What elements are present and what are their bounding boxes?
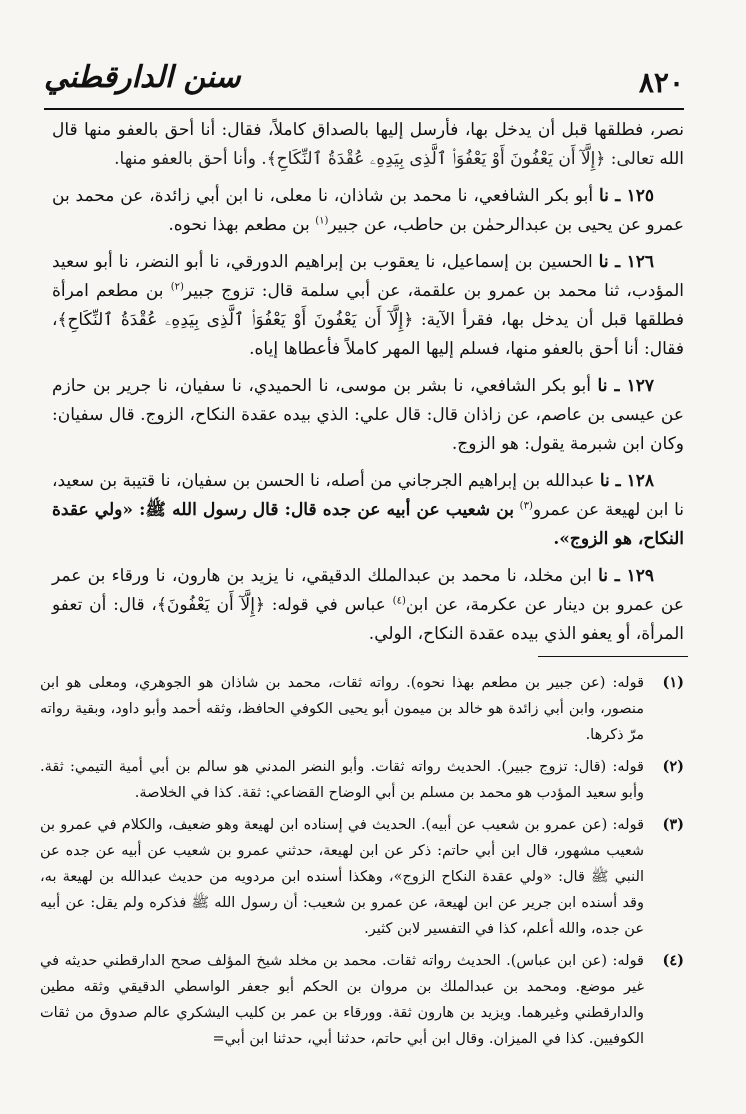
footnote-number: (٤) (662, 952, 684, 969)
footnote-1 (40, 670, 684, 748)
hadith-number: ١٢٩ ـ نا (598, 566, 655, 586)
hadith-125 (52, 182, 684, 240)
header-rule (44, 108, 684, 110)
hadith-text: أبو بكر الشافعي، نا محمد بن شاذان، نا معلى، نا ابن أبي زائدة، عن محمد بن عمرو عن يحيى بن عبدالرحمٰن بن حاطب، عن جبير (52, 186, 684, 235)
footnote-ref[interactable]: (٣) (519, 500, 533, 512)
hadith-text: عبدالله بن إبراهيم الجرجاني من أصله، نا الحسن بن سفيان، نا قتيبة بن سعيد، نا ابن لهيعة عن عمرو (52, 471, 685, 520)
footnote-text: قوله: (عن جبير بن مطعم بهذا نحوه). رواته ثقات، محمد بن شاذان هو الجوهري، ومعلى هو ابن منصور، وابن أبي زائدة هو خالد بن ميمون أبو يحيى الكوفي الحافظ، وثقه أحمد وأبو داود، وبقية رواته مرّ ذكرها. (40, 675, 644, 743)
footnote-text: قوله: (قال: تزوج جبير). الحديث رواته ثقات. وأبو النضر المدني هو سالم بن أبي أمية التيمي: ثقة. وأبو سعيد المؤدب هو محمد بن مسلم بن أبي الوضاح القضاعي: ثقة. كذا في الخلاصة. (40, 759, 644, 801)
footnotes (40, 664, 684, 1052)
intro-line-2: تعالى: ﴿إِلَّآ أَن يَعْفُونَ أَوْ يَعْفُوَا۟ ٱلَّذِى بِيَدِهِۦ عُقْدَةُ ٱلنِّكَاحِ﴾. وأنا أحق بالعفو منها. (114, 149, 654, 169)
footnote-2 (40, 754, 684, 806)
hadith-127 (52, 372, 684, 459)
footnote-ref[interactable]: (٤) (392, 595, 406, 607)
hadith-number: ١٢٧ ـ نا (597, 376, 654, 396)
intro-paragraph (52, 116, 684, 174)
hadith-126 (52, 248, 684, 364)
main-text (52, 116, 684, 649)
hadith-text-tail: بن شعيب عن أبيه عن جده قال: قال رسول الله ﷺ: «ولي عقدة النكاح، هو الزوج». (52, 500, 684, 549)
footnote-3 (40, 812, 684, 942)
hadith-text-tail: بن مطعم امرأة فطلقها قبل أن يدخل بها، فقرأ الآية: ﴿إِلَّآ أَن يَعْفُونَ أَوْ يَعْفُوَا۟ ٱلَّذِى بِيَدِهِۦ عُقْدَةُ ٱلنِّكَاحِ﴾، فقال: أنا أحق بالعفو منها، فسلم إليها المهر كاملاً فأعطاها إياه. (52, 281, 684, 359)
hadith-text-tail: بن مطعم بهذا نحوه. (168, 215, 310, 235)
page-number: ٨٢٠ (638, 66, 684, 99)
intro-line-1: نصر، فطلقها قبل أن يدخل بها، فأرسل إليها بالصداق كاملاً، فقال: أنا أحق بالعفو منها قال الله (52, 120, 684, 169)
footnote-ref[interactable]: (١) (315, 215, 329, 227)
hadith-number: ١٢٨ ـ نا (599, 471, 655, 491)
hadith-text-tail: عباس في قوله: ﴿إِلَّآ أَن يَعْفُونَ﴾، قال: أن تعفو المرأة، أو يعفو الذي بيده عقدة النكاح، الولي. (52, 595, 684, 644)
hadith-text: ابن مخلد، نا محمد بن عبدالملك الدقيقي، نا يزيد بن هارون، نا ورقاء بن عمر عن عمرو بن دينار عن عكرمة، عن ابن (52, 566, 685, 615)
footnote-ref[interactable]: (٢) (170, 281, 184, 293)
footnote-text: قوله: (عن عمرو بن شعيب عن أبيه). الحديث في إسناده ابن لهيعة وهو ضعيف، والكلام في عمرو بن شعيب مشهور، قال ابن أبي حاتم: ذكر عن ابن لهيعة، حدثني عمرو بن شعيب عن أبيه عن جده عن النبي ﷺ قال: «ولي عقدة النكاح الزوج»، وهكذا أسنده ابن مردويه من حديث عبدالله بن لهيعة به، وقد أسنده ابن جرير عن ابن لهيعة، عن عمرو بن شعيب: أن رسول الله ﷺ فذكره ولم يقل: عن أبيه عن جده، والله أعلم، كذا في التفسير لابن كثير. (40, 817, 644, 937)
hadith-text: أبو بكر الشافعي، نا بشر بن موسى، نا الحميدي، نا سفيان، نا جرير بن حازم عن عيسى بن عاصم، عن زاذان قال: قال علي: الذي بيده عقدة النكاح، الزوج. قال سفيان: وكان ابن شبرمة يقول: هو الزوج. (52, 376, 684, 454)
footnote-number: (٣) (662, 816, 684, 833)
footnote-text: قوله: (عن ابن عباس). الحديث رواته ثقات. محمد بن مخلد شيخ المؤلف صحح الدارقطني حديثه في غير موضع. ومحمد بن عبدالملك بن مروان بن الحكم أبو جعفر الواسطي الدقيقي وثقه مطين والدارقطني وغيرهما. ويزيد بن هارون ثقة. وورقاء بن عمر بن كليب اليشكري عالم صدوق من ثقات الكوفيين. كذا في الميزان. وقال ابن أبي حاتم، حدثنا أبي، حدثنا ابن أبي= (40, 953, 644, 1047)
footnote-4 (40, 948, 684, 1052)
hadith-text: الحسين بن إسماعيل، نا يعقوب بن إبراهيم الدورقي، نا أبو النضر، نا أبو سعيد المؤدب، ثنا محمد بن عمرو بن علقمة، عن أبي سلمة قال: تزوج جبير (52, 252, 684, 301)
hadith-128 (52, 467, 684, 554)
footnote-number: (٢) (662, 758, 684, 775)
page-header (44, 56, 684, 106)
footnote-divider (538, 656, 688, 657)
hadith-129 (52, 562, 684, 649)
hadith-number: ١٢٥ ـ نا (598, 186, 654, 206)
footnote-number: (١) (662, 674, 684, 691)
book-title: سنن الدارقطني (44, 60, 241, 95)
hadith-number: ١٢٦ ـ نا (598, 252, 654, 272)
